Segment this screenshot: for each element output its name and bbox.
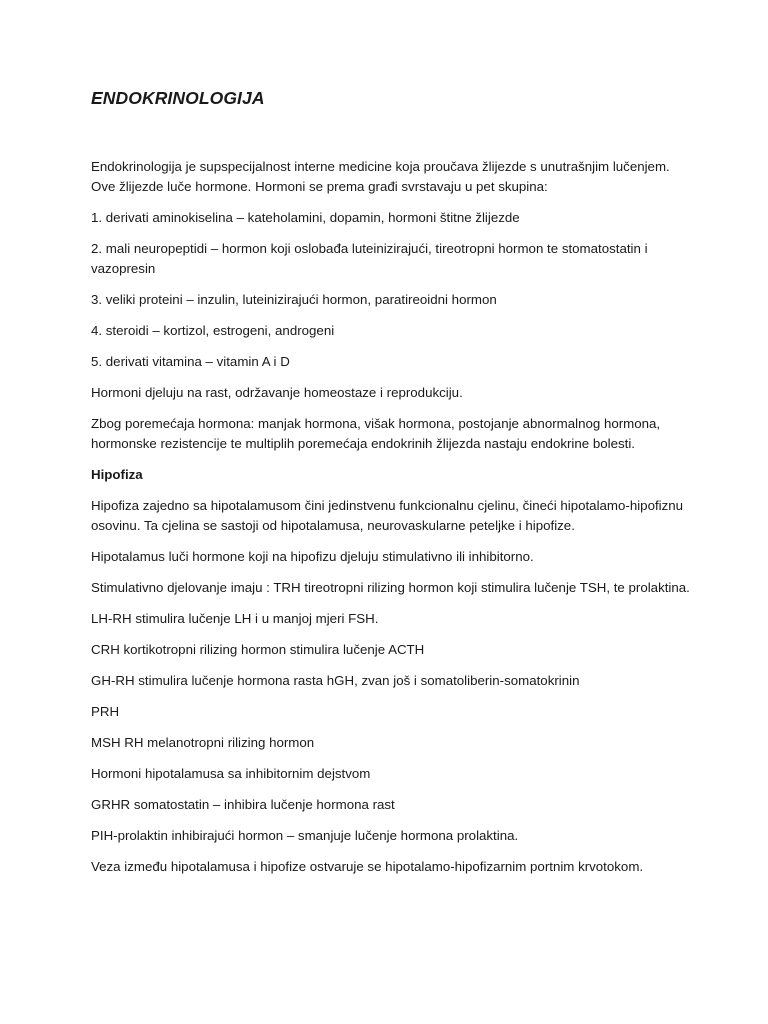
effects-paragraph: Hormoni djeluju na rast, održavanje homeostaze i reprodukciju. [91,385,463,400]
paragraph: PRH [91,704,120,719]
list-item: 1. derivati aminokiselina – kateholamini, dopamin, hormoni štitne žlijezde [91,210,520,225]
paragraph: GRHR somatostatin – inhibira lučenje hormona rast [91,797,395,812]
list-item: 2. mali neuropeptidi – hormon koji oslobađa luteinizirajući, tireotropni hormon te stomatostatin i vazopresin [91,241,648,276]
intro-paragraph: Endokrinologija je supspecijalnost interne medicine koja proučava žlijezde s unutrašnjim lučenjem. Ove žlijezde luče hormone. Hormoni se prema građi svrstavaju u pet skupina: [91,159,670,194]
document-title: ENDOKRINOLOGIJA [91,88,265,108]
disorders-paragraph: Zbog poremećaja hormona: manjak hormona, višak hormona, postojanje abnormalnog hormona, hormonske rezistencije te multiplih poremećaja endokrinih žlijezda nastaju endokrine bolesti. [91,416,661,451]
paragraph: Hipofiza zajedno sa hipotalamusom čini jedinstvenu funkcionalnu cjelinu, čineći hipotalamo-hipofiznu osovinu. Ta cjelina se sastoji od hipotalamusa, neurovaskularne peteljke i hipofize. [91,498,684,533]
paragraph: LH-RH stimulira lučenje LH i u manjoj mjeri FSH. [91,611,379,626]
list-item: 5. derivati vitamina – vitamin A i D [91,354,290,369]
paragraph: MSH RH melanotropni rilizing hormon [91,735,315,750]
paragraph: PIH-prolaktin inhibirajući hormon – smanjuje lučenje hormona prolaktina. [91,828,519,843]
paragraph: Hipotalamus luči hormone koji na hipofizu djeluju stimulativno ili inhibitorno. [91,549,534,564]
paragraph: Hormoni hipotalamusa sa inhibitornim dejstvom [91,766,371,781]
paragraph: CRH kortikotropni rilizing hormon stimulira lučenje ACTH [91,642,425,657]
paragraph: GH-RH stimulira lučenje hormona rasta hGH, zvan još i somatoliberin-somatokrinin [91,673,580,688]
paragraph: Veza između hipotalamusa i hipofize ostvaruje se hipotalamo-hipofizarnim portnim krvotokom. [91,859,644,874]
paragraph: Stimulativno djelovanje imaju : TRH tireotropni rilizing hormon koji stimulira lučenje TSH, te prolaktina. [91,580,690,595]
section-heading-hipofiza: Hipofiza [91,467,143,482]
list-item: 3. veliki proteini – inzulin, luteinizirajući hormon, paratireoidni hormon [91,292,497,307]
document-page [91,87,691,888]
list-item: 4. steroidi – kortizol, estrogeni, androgeni [91,323,335,338]
